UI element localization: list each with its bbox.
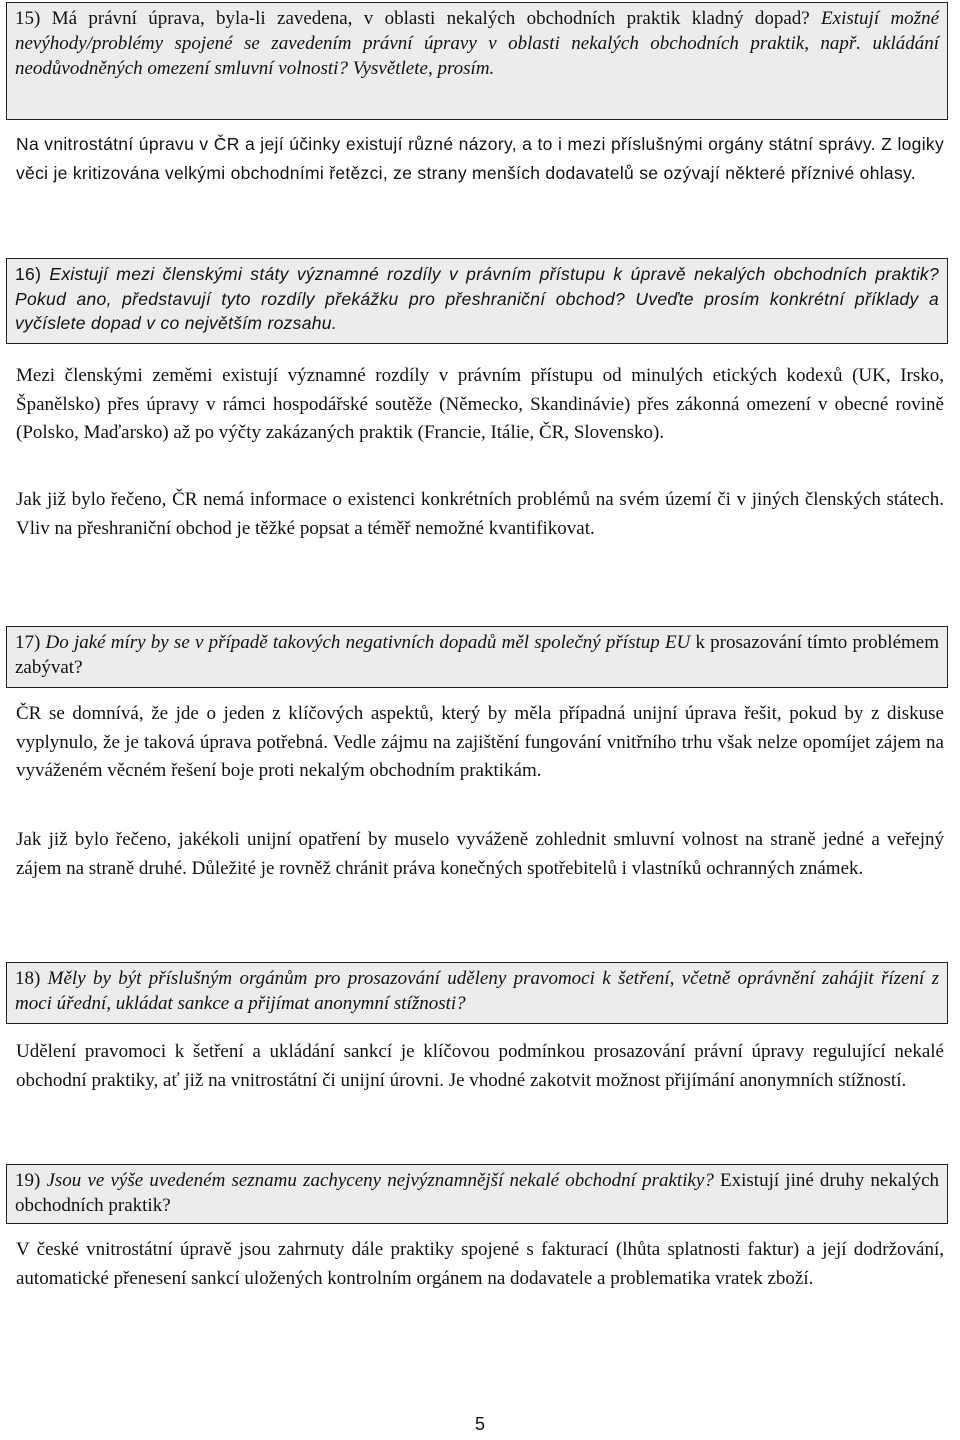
question-16-number: 16) [15, 264, 42, 284]
answer-16-paragraph-1: Mezi členskými zeměmi existují významné rozdíly v právním přístupu od minulých etických kodexů (UK, Irsko, Španělsko) přes úpravy v rámci hospodářské soutěže (Německo, Skandinávie) přes zákonná omezení v obecné rovině (Polsko, Maďarsko) až po výčty zakázaných praktik (Francie, Itálie, ČR, Slovensko). [16, 365, 944, 443]
question-17-text: Do jaké míry by se v případě takových negativních dopadů měl společný přístup EU [45, 632, 691, 653]
answer-15-paragraph-1: Na vnitrostátní úpravu v ČR a její účinky existují různé názory, a to i mezi příslušnými orgány státní správy. Z logiky věci je kritizována velkými obchodními řetězci, ze strany menších dodavatelů se ozývají některé příznivé ohlasy. [16, 134, 944, 183]
page-number: 5 [474, 1414, 485, 1434]
question-19-text-normal: Existují jiné druhy nekalých obchodních praktik? [15, 1170, 939, 1216]
question-17-box [6, 626, 948, 688]
question-19-text: Jsou ve výše uvedeném seznamu zachyceny nejvýznamnější nekalé obchodní praktiky? [46, 1170, 714, 1191]
question-18-number: 18) [15, 968, 41, 989]
question-18-box [6, 962, 948, 1024]
answer-16-paragraph-2: Jak již bylo řečeno, ČR nemá informace o existenci konkrétních problémů na svém území či v jiných členských státech. Vliv na přeshraniční obchod je těžké popsat a téměř nemožné kvantifikovat. [16, 489, 944, 539]
answer-17-paragraph-1: ČR se domnívá, že jde o jeden z klíčových aspektů, který by měla případná unijní úprava řešit, pokud by z diskuse vyplynulo, že je taková úprava potřebná. Vedle zájmu na zajištění fungování vnitřního trhu však nelze opomíjet zájem na vyváženém věcném řešení boje proti nekalým obchodním praktikám. [16, 703, 944, 781]
question-15-box [6, 2, 948, 120]
answer-19-paragraph-1: V české vnitrostátní úpravě jsou zahrnuty dále praktiky spojené s fakturací (lhůta splatnosti faktur) a její dodržování, automatické přenesení sankcí uložených kontrolním orgánem na dodavatele a problematika vratek zboží. [16, 1239, 944, 1289]
question-19-box [6, 1164, 948, 1224]
question-19-number: 19) [15, 1170, 41, 1191]
question-17-text-normal: k prosazování tímto problémem zabývat? [15, 632, 940, 678]
question-15-number: 15) [15, 8, 41, 29]
question-15-lead: Má právní úprava, byla-li zavedena, v oblasti nekalých obchodních praktik kladný dopad? [51, 8, 810, 29]
question-15-text: Existují možné nevýhody/problémy spojené se zavedením právní úpravy v oblasti nekalých obchodních praktik, např. ukládání neodůvodněných omezení smluvní volnosti? Vysvětlete, prosím. [15, 8, 939, 79]
question-18-text: Měly by být příslušným orgánům pro prosazování uděleny pravomoci k šetření, včetně oprávnění zahájit řízení z moci úřední, ukládat sankce a přijímat anonymní stížnosti? [15, 968, 939, 1014]
question-16-text: Existují mezi členskými státy významné rozdíly v právním přístupu k úpravě nekalých obchodních praktik? Pokud ano, představují tyto rozdíly překážku pro přeshraniční obchod? Uveďte prosím konkrétní příklady a vyčíslete dopad v co největším rozsahu. [15, 264, 939, 333]
question-17-number: 17) [15, 632, 41, 653]
answer-17-paragraph-2: Jak již bylo řečeno, jakékoli unijní opatření by muselo vyváženě zohlednit smluvní volnost na straně jedné a veřejný zájem na straně druhé. Důležité je rovněž chránit práva konečných spotřebitelů i vlastníků ochranných známek. [16, 829, 944, 879]
answer-18-paragraph-1: Udělení pravomoci k šetření a ukládání sankcí je klíčovou podmínkou prosazování právní úpravy regulující nekalé obchodní praktiky, ať již na vnitrostátní či unijní úrovni. Je vhodné zakotvit možnost přijímání anonymních stížností. [16, 1041, 944, 1091]
question-16-box [6, 258, 948, 344]
